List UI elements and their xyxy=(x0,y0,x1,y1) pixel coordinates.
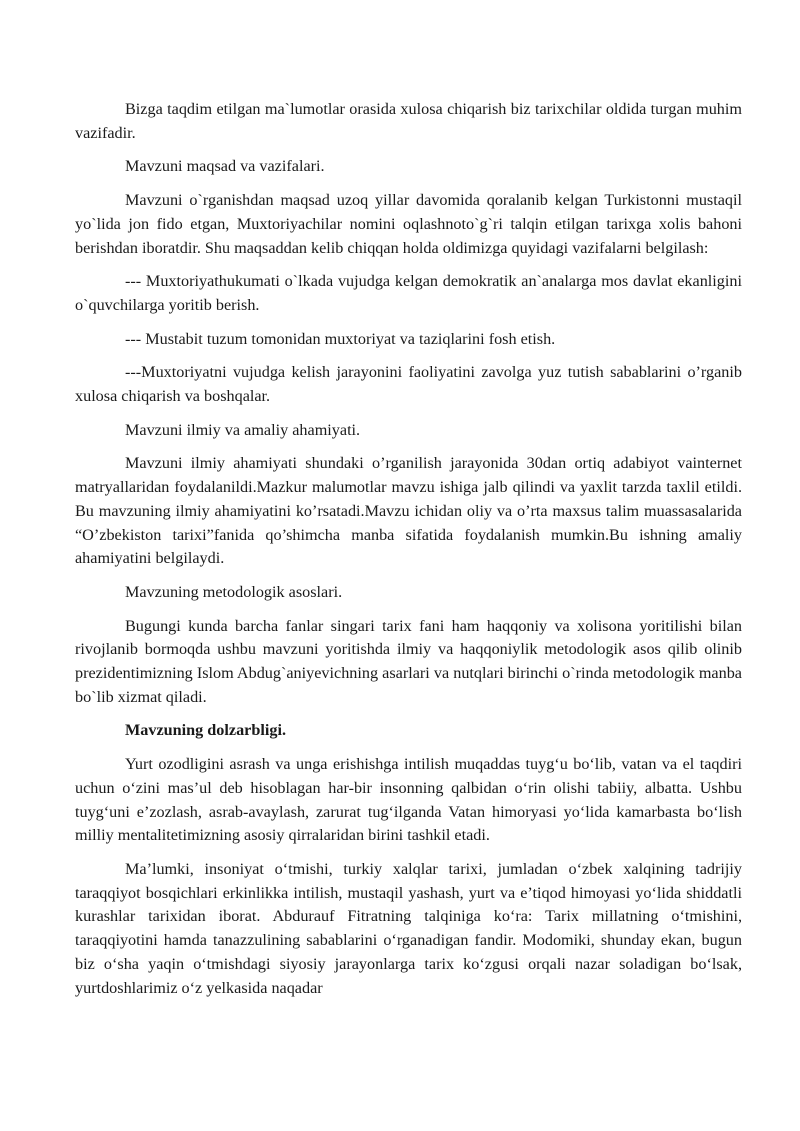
paragraph: Bugungi kunda barcha fanlar singari tarix fani ham haqqoniy va xolisona yoritilishi bilan rivojlanib bormoqda ushbu mavzuni yoritishda ilmiy va haqqoniylik metodologik asos qilib olinib prezidentimizning Islom Abdug`aniyevichning asarlari va nutqlari birinchi o`rinda metodologik manba bo`lib xizmat qiladi. xyxy=(75,616,742,706)
paragraph: Mavzuni o`rganishdan maqsad uzoq yillar davomida qoralanib kelgan Turkistonni mustaqil yo`lida jon fido etgan, Muxtoriyachilar nomini oqlashnoto`g`ri talqin etilgan tarixga xolis bahoni berishdan iboratdir. Shu maqsaddan kelib chiqqan holda oldimizga quyidagi vazifalarni belgilash: xyxy=(75,191,742,257)
list-item: --- Muxtoriyathukumati o`lkada vujudga kelgan demokratik an`analarga mos davlat ekanligini o`quvchilarga yoritib berish. xyxy=(75,272,742,314)
section-heading: Mavzuning metodologik asoslari. xyxy=(125,582,343,601)
paragraph: Ma’lumki, insoniyat o‘tmishi, turkiy xalqlar tarixi, jumladan o‘zbek xalqining tadrijiy taraqqiyot bosqichlari erkinlikka intilish, mustaqil yashash, yurt va e’tiqod himoyasi yo‘lida shiddatli kurashlar tarixidan iborat. Abdurauf Fitratning talqiniga ko‘ra: Tarix millatning o‘tmishini, taraqqiyotini hamda tanazzulining sabablarini o‘rganadigan fandir. Modomiki, shunday ekan, bugun biz o‘sha yaqin o‘tmishdagi siyosiy jarayonlarga tarix ko‘zgusi orqali nazar soladigan bo‘lsak, yurtdoshlarimiz o‘z yelkasida naqadar xyxy=(75,859,742,997)
paragraph: Bizga taqdim etilgan ma`lumotlar orasida xulosa chiqarish biz tarixchilar oldida turgan muhim vazifadir. xyxy=(75,100,742,142)
section-heading-bold: Mavzuning dolzarbligi. xyxy=(125,721,286,740)
list-item: --- Mustabit tuzum tomonidan muxtoriyat va taziqlarini fosh etish. xyxy=(125,329,556,348)
paragraph: Mavzuni ilmiy ahamiyati shundaki o’rganilish jarayonida 30dan ortiq adabiyot vainternet matryallaridan foydalanildi.Mazkur malumotlar mavzu ishiga jalb qilindi va yaxlit tarzda taxlil etildi. Bu mavzuning ilmiy ahamiyatini ko’rsatadi.Mavzu ichidan oliy va o’rta maxsus talim muassasalarida “O’zbekiston tarixi”fanida qo’shimcha manba sifatida foydalanish mumkin.Bu ishning amaliy ahamiyatini belgilaydi. xyxy=(75,454,742,568)
section-heading: Mavzuni ilmiy va amaliy ahamiyati. xyxy=(125,420,361,439)
section-heading: Mavzuni maqsad va vazifalari. xyxy=(125,157,325,176)
list-item: ---Muxtoriyatni vujudga kelish jarayonini faoliyatini zavolga yuz tutish sabablarini o’rganib xulosa chiqarish va boshqalar. xyxy=(75,363,742,406)
paragraph: Yurt ozodligini asrash va unga erishishga intilish muqaddas tuyg‘u bo‘lib, vatan va el taqdiri uchun o‘zini mas’ul deb hisoblagan har-bir insonning qalbidan o‘rin olishi tabiiy, albatta. Ushbu tuyg‘uni e’zozlash, asrab-avaylash, zarurat tug‘ilganda Vatan himoryasi yo‘lida kamarbasta bo‘lish milliy mentalitetimizning asosiy qirralaridan birini tashkil etadi. xyxy=(75,755,742,845)
document-page xyxy=(75,98,742,1010)
